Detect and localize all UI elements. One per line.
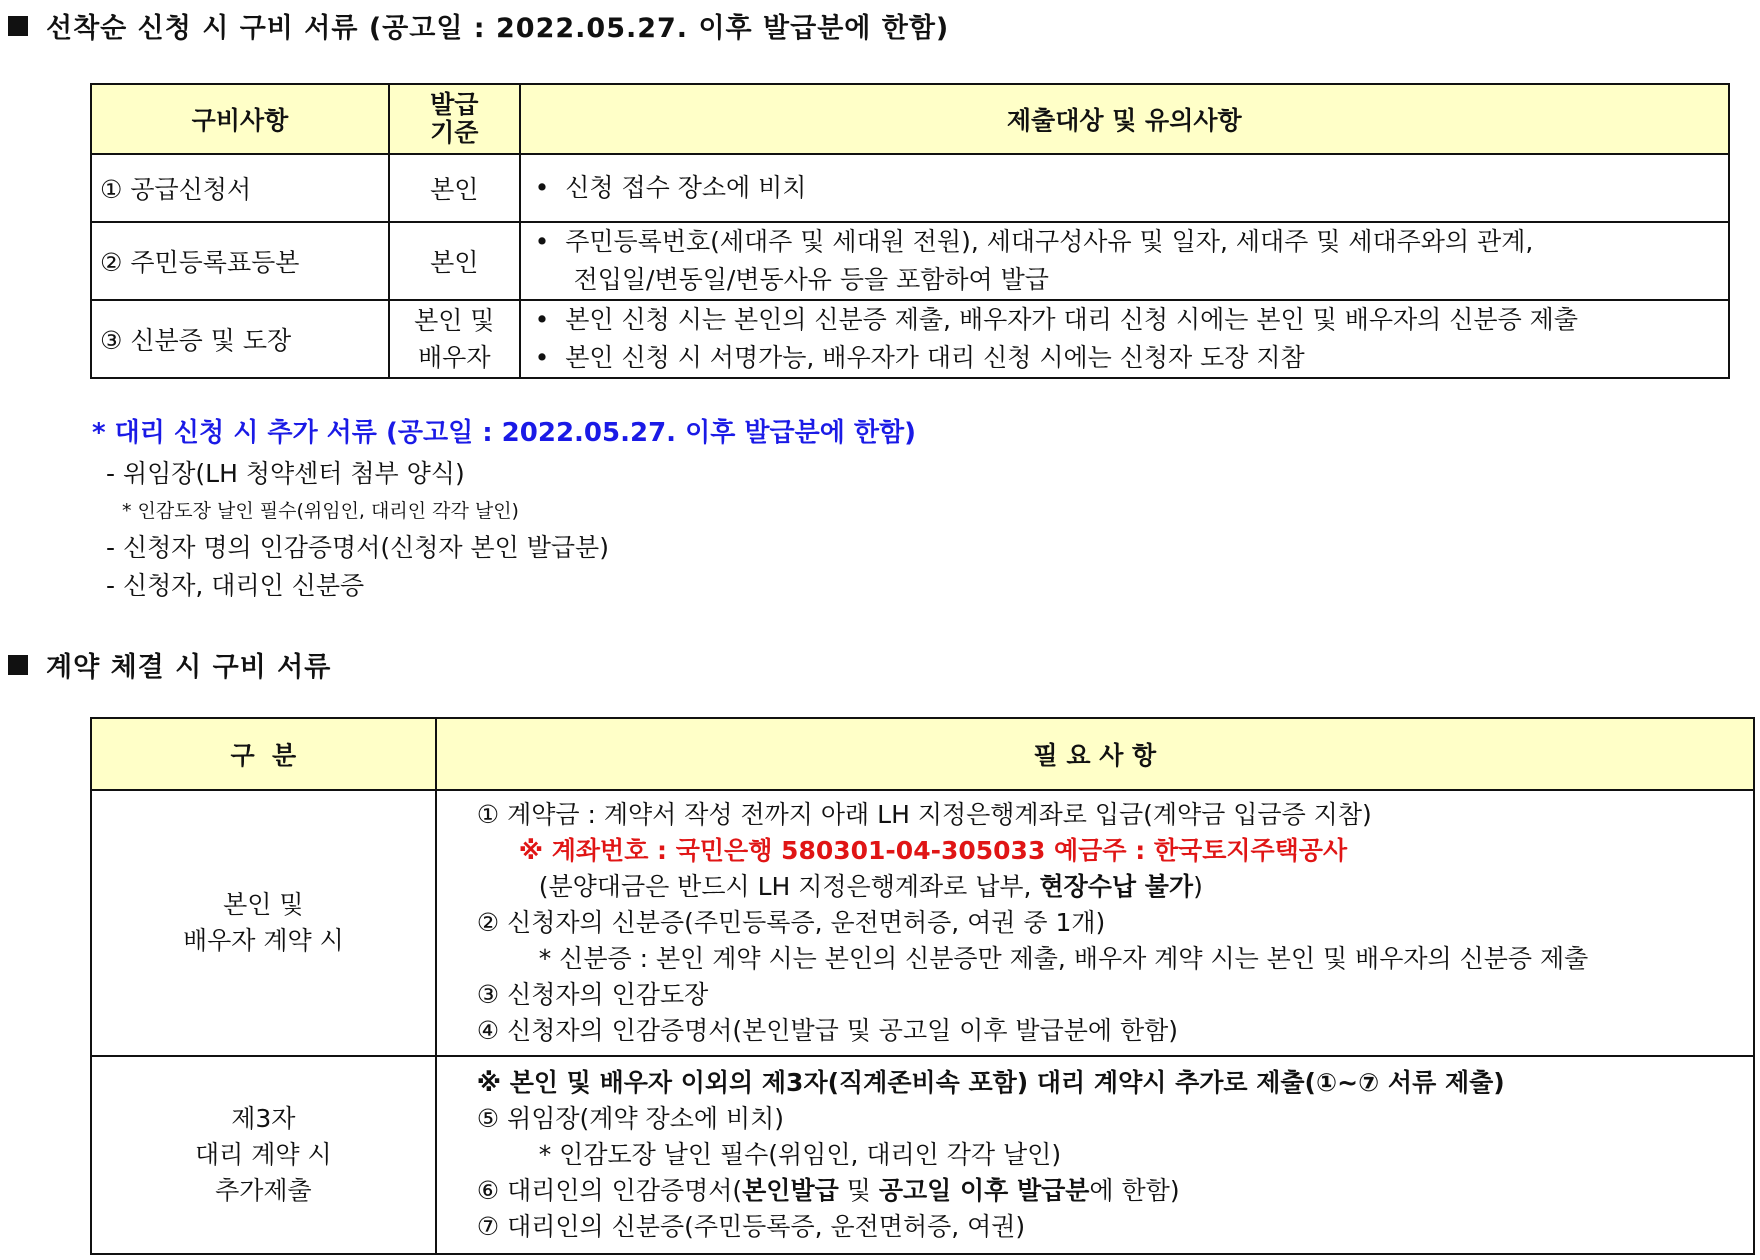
application-documents-table xyxy=(90,83,1730,379)
header-required: 필 요 사 항 xyxy=(436,718,1754,790)
table-row: 본인 및 배우자 계약 시 ① 계약금 : 계약서 작성 전까지 아래 LH 지정은행계좌로 입금(계약금 입금증 지참) ※ 계좌번호 : 국민은행 580301-04-305033 예금주 : 한국토지주택공사 (분양대금은 반드시 LH 지정은행계좌로 납부, 현장수납 불가) ② 신청자의 신분증(주민등록증, 운전면허증, 여권 중 1개) * 신분증 : 본인 계약 시는 본인의 신분증만 제출, 배우자 계약 시는 본인 및 배우자의 신분증 제출 ③ 신청자의 인감도장 ④ 신청자의 인감증명서(본인발급 및 공고일 이후 발급분에 한함) xyxy=(91,790,1754,1056)
square-bullet-icon xyxy=(8,16,28,36)
header-issue-basis: 발급 기준 xyxy=(389,84,520,154)
table-row: ③ 신분증 및 도장 본인 및 배우자 • 본인 신청 시는 본인의 신분증 제출, 배우자가 대리 신청 시에는 본인 및 배우자의 신분증 제출 • 본인 신청 시 서명가능, 배우자가 대리 신청 시에는 신청자 도장 지참 xyxy=(91,300,1729,378)
proxy-title: * 대리 신청 시 추가 서류 (공고일 : 2022.05.27. 이후 발급분에 한함) xyxy=(92,418,917,448)
contract-documents-table xyxy=(90,717,1755,1255)
table-row: ② 주민등록표등본 본인 • 주민등록번호(세대주 및 세대원 전원), 세대구성사유 및 일자, 세대주 및 세대주와의 관계, 전입일/변동일/변동사유 등을 포함하여 발급 xyxy=(91,222,1729,300)
table-row: 제3자 대리 계약 시 추가제출 ※ 본인 및 배우자 이외의 제3자(직계존비속 포함) 대리 계약시 추가로 제출(①~⑦ 서류 제출) ⑤ 위임장(계약 장소에 비치) * 인감도장 날인 필수(위임인, 대리인 각각 날인) ⑥ 대리인의 인감증명서(본인발급 및 공고일 이후 발급분에 한함) ⑦ 대리인의 신분증(주민등록증, 운전면허증, 여권) xyxy=(91,1056,1754,1254)
header-notes: 제출대상 및 유의사항 xyxy=(520,84,1729,154)
section2-title: 계약 체결 시 구비 서류 xyxy=(8,645,331,684)
table-row: ① 공급신청서 본인 • 신청 접수 장소에 비치 xyxy=(91,154,1729,222)
square-bullet-icon xyxy=(8,655,28,675)
header-item: 구비사항 xyxy=(91,84,389,154)
section1-title: 선착순 신청 시 구비 서류 (공고일 : 2022.05.27. 이후 발급분에 한함) xyxy=(8,6,949,45)
account-number: ※ 계좌번호 : 국민은행 580301-04-305033 예금주 : 한국토지주택공사 xyxy=(518,836,1348,865)
proxy-notes: * 대리 신청 시 추가 서류 (공고일 : 2022.05.27. 이후 발급분에 한함) - 위임장(LH 청약센터 첨부 양식) * 인감도장 날인 필수(위임인, 대리인 각각 날인) - 신청자 명의 인감증명서(신청자 본인 발급분) - 신청자, 대리인 신분증 xyxy=(92,412,916,605)
header-category: 구 분 xyxy=(91,718,436,790)
